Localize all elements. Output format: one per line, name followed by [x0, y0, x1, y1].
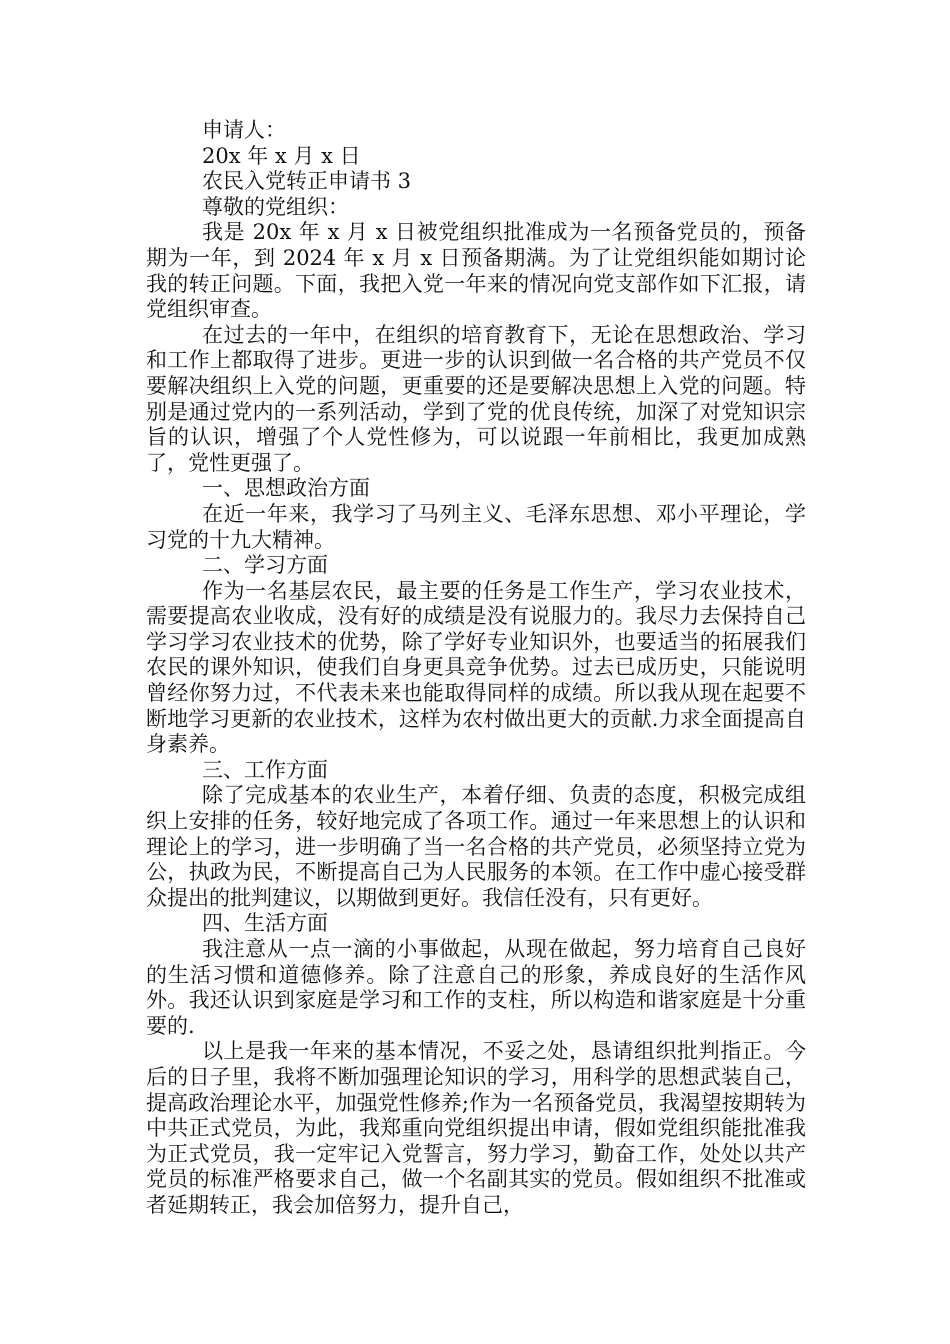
section-heading-work: 三、工作方面 — [202, 757, 328, 782]
section-heading-life: 四、生活方面 — [202, 911, 328, 936]
document-title: 农民入党转正申请书 3 — [202, 169, 412, 194]
section-text-work: 除了完成基本的农业生产，本着仔细、负责的态度，积极完成组织上安排的任务，较好地完成了各项工作。通过一年来思想上的认识和理论上的学习，进一步明确了当一名合格的共产党员，必须坚持立党为公，执政为民，不断提高自己为人民服务的本领。在工作中虚心接受群众提出的批判建议，以期做到更好。我信任没有，只有更好。 — [146, 783, 806, 910]
intro-paragraph: 我是 20x 年 x 月 x 日被党组织批准成为一名预备党员的，预备期为一年，到 2024 年 x 月 x 日预备期满。为了让党组织能如期讨论我的转正问题。下面，我把入党一年来的情况向党支部作如下汇报，请党组织审查。 — [146, 220, 806, 322]
document-body — [146, 118, 806, 1219]
section-text-study: 作为一名基层农民，最主要的任务是工作生产，学习农业技术，需要提高农业收成，没有好的成绩是没有说服力的。我尽力去保持自己学习学习农业技术的优势，除了学好专业知识外，也要适当的拓展我们农民的课外知识，使我们自身更具竞争优势。过去已成历史，只能说明曾经你努力过，不代表未来也能取得同样的成绩。所以我从现在起要不断地学习更新的农业技术，这样为农村做出更大的贡献.力求全面提高自身素养。 — [146, 578, 806, 757]
section-text-life: 我注意从一点一滴的小事做起，从现在做起，努力培育自己良好的生活习惯和道德修养。除了注意自己的形象，养成良好的生活作风外。我还认识到家庭是学习和工作的支柱，所以构造和谐家庭是十分重要的. — [146, 937, 806, 1038]
section-heading-politics: 一、思想政治方面 — [202, 476, 370, 501]
applicant-label: 申请人： — [202, 118, 286, 142]
closing-paragraph: 以上是我一年来的基本情况，不妥之处，恳请组织批判指正。今后的日子里，我将不断加强理论知识的学习，用科学的思想武装自己，提高政治理论水平，加强党性修养;作为一名预备党员，我渴望按期转为中共正式党员，为此，我郑重向党组织提出申请，假如党组织能批准我为正式党员，我一定牢记入党誓言，努力学习，勤奋工作，处处以共产党员的标准严格要求自己，做一个名副其实的党员。假如组织不批准或者延期转正，我会加倍努力，提升自己， — [146, 1039, 806, 1217]
section-heading-study: 二、学习方面 — [202, 553, 328, 578]
section-text-politics: 在近一年来，我学习了马列主义、毛泽东思想、邓小平理论，学习党的十九大精神。 — [146, 501, 806, 552]
overview-paragraph: 在过去的一年中，在组织的培育教育下，无论在思想政治、学习和工作上都取得了进步。更进一步的认识到做一名合格的共产党员不仅要解决组织上入党的问题，更重要的还是要解决思想上入党的问题。特别是通过党内的一系列活动，学到了党的优良传统，加深了对党知识宗旨的认识，增强了个人党性修为，可以说跟一年前相比，我更加成熟了，党性更强了。 — [146, 322, 806, 475]
date-line: 20x 年 x 月 x 日 — [202, 143, 361, 168]
salutation: 尊敬的党组织： — [202, 194, 349, 219]
